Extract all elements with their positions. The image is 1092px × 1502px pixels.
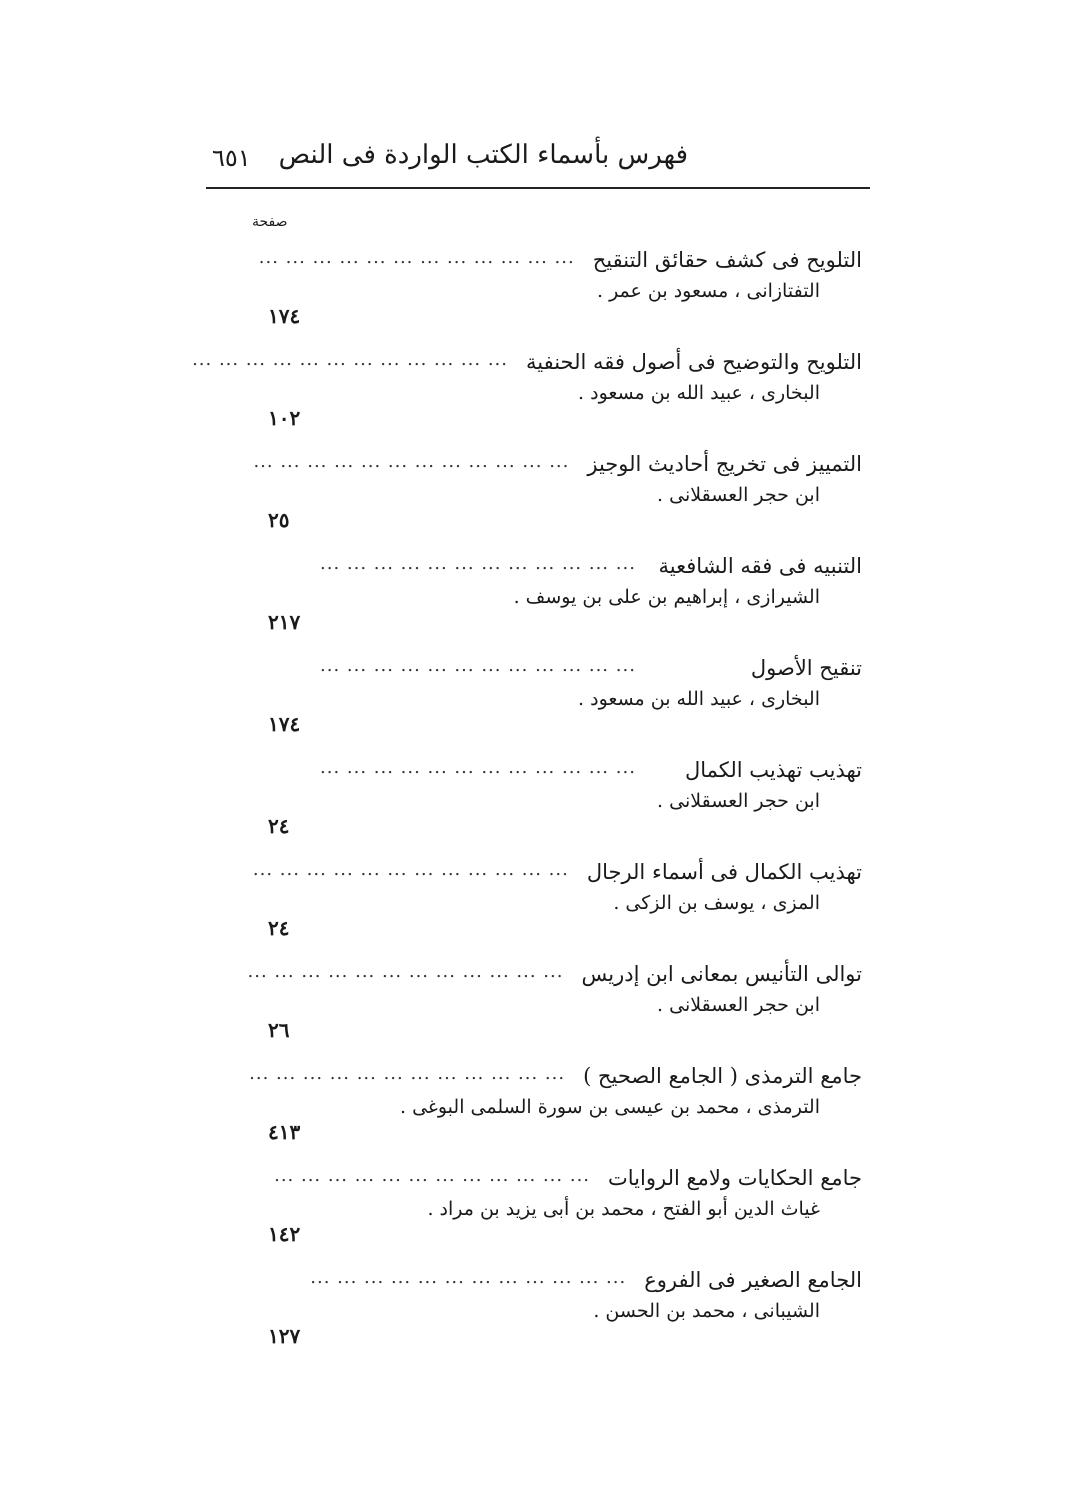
entry-line bbox=[250, 840, 862, 884]
index-entry bbox=[250, 534, 862, 636]
entry-title: التلويح فى كشف حقائق التنقيح bbox=[592, 248, 862, 272]
entry-page-number: ١٧٤ bbox=[268, 712, 301, 736]
index-entry bbox=[250, 1044, 862, 1146]
entry-line bbox=[247, 942, 862, 986]
entry-page-number: ٢٥ bbox=[268, 508, 290, 532]
entry-page-number: ٢٤ bbox=[268, 916, 290, 940]
entry-line bbox=[250, 228, 862, 272]
entry-line bbox=[250, 1044, 862, 1088]
index-entry bbox=[192, 330, 862, 432]
page-column-label: صفحة bbox=[252, 214, 288, 230]
entry-title: الجامع الصغير فى الفروع bbox=[644, 1268, 862, 1292]
page-number: ٦٥١ bbox=[212, 144, 251, 172]
entry-author: الشيرازى ، إبراهيم بن على بن يوسف . bbox=[513, 586, 820, 608]
entry-title: جامع الترمذى ( الجامع الصحيح ) bbox=[583, 1064, 862, 1088]
entry-author: التفتازانى ، مسعود بن عمر . bbox=[596, 280, 820, 302]
index-entries bbox=[192, 228, 862, 1350]
index-entry bbox=[250, 432, 862, 534]
leader-dots: ... ... ... ... ... ... ... ... ... ... ... ... bbox=[320, 553, 636, 574]
entry-author: ابن حجر العسقلانى . bbox=[657, 484, 820, 506]
entry-author: البخارى ، عبيد الله بن مسعود . bbox=[578, 688, 820, 710]
entry-author: المزى ، يوسف بن الزكى . bbox=[613, 892, 820, 914]
entry-author: ابن حجر العسقلانى . bbox=[657, 790, 820, 812]
index-entry bbox=[250, 840, 862, 942]
entry-line bbox=[250, 1146, 862, 1190]
entry-line bbox=[250, 534, 862, 578]
entry-title: التمييز فى تخريج أحاديث الوجيز bbox=[587, 452, 862, 476]
entry-title: تنقيح الأصول bbox=[750, 656, 862, 680]
leader-dots: ... ... ... ... ... ... ... ... ... ... ... ... bbox=[247, 961, 564, 982]
index-entry bbox=[250, 1146, 862, 1248]
entry-page-number: ٢٤ bbox=[268, 814, 290, 838]
entry-line bbox=[192, 330, 862, 374]
entry-author: الترمذى ، محمد بن عيسى بن سورة السلمى البوغى . bbox=[400, 1096, 820, 1118]
entry-line bbox=[250, 738, 862, 782]
entry-title: تهذيب الكمال فى أسماء الرجال bbox=[586, 860, 862, 884]
entry-page-number: ١٤٢ bbox=[268, 1222, 301, 1246]
index-entry bbox=[250, 1248, 862, 1350]
entry-title: تهذيب تهذيب الكمال bbox=[684, 758, 862, 782]
leader-dots: ... ... ... ... ... ... ... ... ... ... ... ... bbox=[310, 1267, 627, 1288]
entry-title: التنبيه فى فقه الشافعية bbox=[658, 554, 862, 578]
entry-title: جامع الحكايات ولامع الروايات bbox=[608, 1166, 862, 1190]
leader-dots: ... ... ... ... ... ... ... ... ... ... ... ... bbox=[274, 1165, 591, 1186]
index-entry bbox=[250, 738, 862, 840]
entry-page-number: ٢٦ bbox=[268, 1018, 290, 1042]
entry-title: توالى التأنيس بمعانى ابن إدريس bbox=[581, 962, 862, 986]
entry-page-number: ١٠٢ bbox=[268, 406, 301, 430]
index-entry bbox=[250, 228, 862, 330]
leader-dots: ... ... ... ... ... ... ... ... ... ... ... ... bbox=[258, 247, 575, 268]
entry-author: غياث الدين أبو الفتح ، محمد بن أبى يزيد بن مراد . bbox=[427, 1198, 820, 1220]
leader-dots: ... ... ... ... ... ... ... ... ... ... ... ... bbox=[252, 859, 569, 880]
header-divider bbox=[206, 187, 870, 189]
page-header bbox=[200, 140, 868, 186]
entry-author: ابن حجر العسقلانى . bbox=[657, 994, 820, 1016]
entry-title: التلويح والتوضيح فى أصول فقه الحنفية bbox=[525, 350, 862, 374]
entry-page-number: ٢١٧ bbox=[268, 610, 301, 634]
index-entry bbox=[247, 942, 862, 1044]
entry-line bbox=[250, 432, 862, 476]
leader-dots: ... ... ... ... ... ... ... ... ... ... ... ... bbox=[253, 451, 570, 472]
entry-page-number: ١٧٤ bbox=[268, 304, 301, 328]
entry-line bbox=[250, 636, 862, 680]
leader-dots: ... ... ... ... ... ... ... ... ... ... ... ... bbox=[320, 655, 636, 676]
entry-author: البخارى ، عبيد الله بن مسعود . bbox=[578, 382, 820, 404]
page-title: فهرس بأسماء الكتب الواردة فى النص bbox=[278, 140, 688, 170]
entry-line bbox=[250, 1248, 862, 1292]
entry-author: الشيبانى ، محمد بن الحسن . bbox=[593, 1300, 820, 1322]
entry-page-number: ١٢٧ bbox=[268, 1324, 301, 1348]
leader-dots: ... ... ... ... ... ... ... ... ... ... ... ... bbox=[249, 1063, 566, 1084]
leader-dots: ... ... ... ... ... ... ... ... ... ... ... ... bbox=[320, 757, 636, 778]
entry-page-number: ٤١٣ bbox=[268, 1120, 301, 1144]
index-entry bbox=[250, 636, 862, 738]
leader-dots: ... ... ... ... ... ... ... ... ... ... ... ... bbox=[192, 349, 508, 370]
